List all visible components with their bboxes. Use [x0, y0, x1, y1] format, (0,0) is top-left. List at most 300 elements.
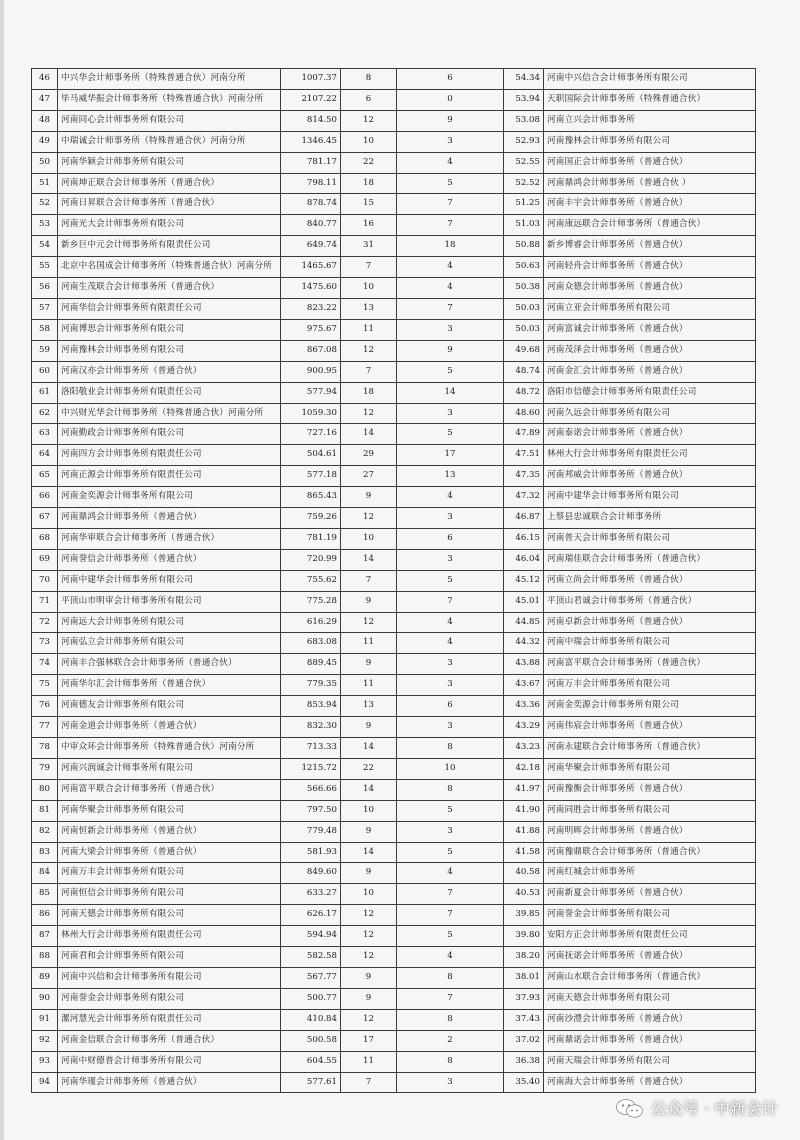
firm-name-cell-2: 河南丰宇会计师事务所（普通合伙）: [544, 194, 756, 215]
firm-name-cell-2: 河南豫鼎联合会计师事务所（普通合伙）: [544, 842, 756, 863]
rank-cell: 84: [32, 863, 58, 884]
firm-name-cell-2: 河南中建华会计师事务所有限公司: [544, 487, 756, 508]
revenue-cell: 500.58: [281, 1030, 341, 1051]
rank-cell: 85: [32, 884, 58, 905]
firm-name-cell-2: 河南天德会计师事务所有限公司: [544, 988, 756, 1009]
firm-name-cell-2: 河南邦威会计师事务所（普通合伙）: [544, 466, 756, 487]
table-row: [32, 612, 756, 633]
partner-count-cell: 4: [397, 278, 504, 299]
partner-count-cell: 5: [397, 926, 504, 947]
revenue-cell: 849.60: [281, 863, 341, 884]
firm-name-cell: 河南中财德普会计师事务所有限公司: [58, 1051, 281, 1072]
partner-count-cell: 18: [397, 236, 504, 257]
score-cell: 48.72: [504, 382, 544, 403]
partner-count-cell: 3: [397, 508, 504, 529]
cpa-count-cell: 7: [341, 570, 397, 591]
cpa-count-cell: 10: [341, 278, 397, 299]
table-row: [32, 152, 756, 173]
firm-name-cell: 河南天德会计师事务所有限公司: [58, 905, 281, 926]
revenue-cell: 759.26: [281, 508, 341, 529]
firm-name-cell: 河南华信会计师事务所有限责任公司: [58, 298, 281, 319]
table-row: [32, 298, 756, 319]
firm-name-cell: 河南四方会计师事务所有限责任公司: [58, 445, 281, 466]
firm-name-cell-2: 河南中兴信合会计师事务所有限公司: [544, 69, 756, 90]
table-row: [32, 988, 756, 1009]
table-row: [32, 633, 756, 654]
score-cell: 47.89: [504, 424, 544, 445]
revenue-cell: 1215.72: [281, 758, 341, 779]
firm-name-cell: 河南华审联合会计师事务所（普通合伙）: [58, 528, 281, 549]
table-row: [32, 905, 756, 926]
rank-cell: 59: [32, 340, 58, 361]
firm-name-cell: 河南博思会计师事务所有限公司: [58, 319, 281, 340]
rank-cell: 75: [32, 675, 58, 696]
cpa-count-cell: 12: [341, 1009, 397, 1030]
partner-count-cell: 4: [397, 487, 504, 508]
table-row: [32, 947, 756, 968]
partner-count-cell: 8: [397, 1009, 504, 1030]
revenue-cell: 581.93: [281, 842, 341, 863]
partner-count-cell: 6: [397, 69, 504, 90]
firm-name-cell-2: 河南富诚会计师事务所（普通合伙）: [544, 319, 756, 340]
partner-count-cell: 8: [397, 1051, 504, 1072]
cpa-count-cell: 9: [341, 821, 397, 842]
table-row: [32, 738, 756, 759]
rank-cell: 65: [32, 466, 58, 487]
revenue-cell: 410.84: [281, 1009, 341, 1030]
cpa-count-cell: 16: [341, 215, 397, 236]
firm-name-cell-2: 平顶山君诚会计师事务所（普通合伙）: [544, 591, 756, 612]
revenue-cell: 649.74: [281, 236, 341, 257]
partner-count-cell: 9: [397, 340, 504, 361]
rank-cell: 92: [32, 1030, 58, 1051]
score-cell: 35.40: [504, 1072, 544, 1093]
firm-name-cell-2: 河南鼎诺会计师事务所（普通合伙）: [544, 1030, 756, 1051]
firm-name-cell: 河南正源会计师事务所有限责任公司: [58, 466, 281, 487]
cpa-count-cell: 9: [341, 487, 397, 508]
firm-name-cell: 河南汉亦会计师事务所（普通合伙）: [58, 361, 281, 382]
cpa-count-cell: 14: [341, 738, 397, 759]
table-row: [32, 654, 756, 675]
ranking-table: [31, 68, 756, 1093]
rank-cell: 54: [32, 236, 58, 257]
table-row: [32, 1072, 756, 1093]
score-cell: 37.93: [504, 988, 544, 1009]
revenue-cell: 823.22: [281, 298, 341, 319]
partner-count-cell: 13: [397, 466, 504, 487]
firm-name-cell-2: 河南同胜会计师事务所有限公司: [544, 800, 756, 821]
partner-count-cell: 3: [397, 675, 504, 696]
revenue-cell: 577.61: [281, 1072, 341, 1093]
firm-name-cell-2: 河南泰诺会计师事务所（普通合伙）: [544, 424, 756, 445]
cpa-count-cell: 14: [341, 779, 397, 800]
partner-count-cell: 4: [397, 947, 504, 968]
score-cell: 48.60: [504, 403, 544, 424]
revenue-cell: 775.28: [281, 591, 341, 612]
table-row: [32, 361, 756, 382]
cpa-count-cell: 12: [341, 110, 397, 131]
score-cell: 52.55: [504, 152, 544, 173]
rank-cell: 52: [32, 194, 58, 215]
firm-name-cell: 河南恒信会计师事务所有限公司: [58, 884, 281, 905]
cpa-count-cell: 7: [341, 1072, 397, 1093]
table-row: [32, 884, 756, 905]
partner-count-cell: 8: [397, 779, 504, 800]
score-cell: 50.88: [504, 236, 544, 257]
firm-name-cell-2: 河南永建联合会计师事务所（普通合伙）: [544, 738, 756, 759]
rank-cell: 58: [32, 319, 58, 340]
partner-count-cell: 5: [397, 361, 504, 382]
rank-cell: 94: [32, 1072, 58, 1093]
partner-count-cell: 5: [397, 800, 504, 821]
table-row: [32, 549, 756, 570]
table-row: [32, 570, 756, 591]
table-row: [32, 403, 756, 424]
score-cell: 36.38: [504, 1051, 544, 1072]
firm-name-cell: 河南坤正联合会计师事务所（普通合伙）: [58, 173, 281, 194]
score-cell: 43.29: [504, 717, 544, 738]
score-cell: 46.04: [504, 549, 544, 570]
score-cell: 43.88: [504, 654, 544, 675]
cpa-count-cell: 6: [341, 89, 397, 110]
rank-cell: 63: [32, 424, 58, 445]
rank-cell: 66: [32, 487, 58, 508]
firm-name-cell: 河南丰合强林联合会计师事务所（普通合伙）: [58, 654, 281, 675]
rank-cell: 60: [32, 361, 58, 382]
firm-name-cell: 河南金奕源会计师事务所有限公司: [58, 487, 281, 508]
table-row: [32, 215, 756, 236]
revenue-cell: 1059.30: [281, 403, 341, 424]
revenue-cell: 683.08: [281, 633, 341, 654]
table-row: [32, 424, 756, 445]
firm-name-cell: 河南君和会计师事务所有限公司: [58, 947, 281, 968]
revenue-cell: 867.08: [281, 340, 341, 361]
firm-name-cell-2: 河南鼎鸿会计师事务所（普通合伙 ）: [544, 173, 756, 194]
rank-cell: 70: [32, 570, 58, 591]
table-row: [32, 131, 756, 152]
cpa-count-cell: 18: [341, 173, 397, 194]
score-cell: 38.20: [504, 947, 544, 968]
cpa-count-cell: 13: [341, 298, 397, 319]
table-row: [32, 340, 756, 361]
table-row: [32, 591, 756, 612]
score-cell: 43.36: [504, 696, 544, 717]
score-cell: 45.01: [504, 591, 544, 612]
revenue-cell: 878.74: [281, 194, 341, 215]
score-cell: 51.25: [504, 194, 544, 215]
cpa-count-cell: 10: [341, 800, 397, 821]
cpa-count-cell: 13: [341, 696, 397, 717]
cpa-count-cell: 9: [341, 591, 397, 612]
score-cell: 46.87: [504, 508, 544, 529]
rank-cell: 62: [32, 403, 58, 424]
score-cell: 50.38: [504, 278, 544, 299]
table-row: [32, 1051, 756, 1072]
table-row: [32, 173, 756, 194]
table-row: [32, 696, 756, 717]
partner-count-cell: 7: [397, 215, 504, 236]
cpa-count-cell: 11: [341, 633, 397, 654]
partner-count-cell: 8: [397, 967, 504, 988]
score-cell: 52.93: [504, 131, 544, 152]
rank-cell: 73: [32, 633, 58, 654]
revenue-cell: 781.17: [281, 152, 341, 173]
partner-count-cell: 3: [397, 654, 504, 675]
firm-name-cell: 河南万丰会计师事务所有限公司: [58, 863, 281, 884]
table-row: [32, 69, 756, 90]
partner-count-cell: 4: [397, 633, 504, 654]
revenue-cell: 567.77: [281, 967, 341, 988]
revenue-cell: 1465.67: [281, 257, 341, 278]
score-cell: 44.32: [504, 633, 544, 654]
revenue-cell: 604.55: [281, 1051, 341, 1072]
cpa-count-cell: 8: [341, 69, 397, 90]
rank-cell: 74: [32, 654, 58, 675]
cpa-count-cell: 7: [341, 361, 397, 382]
cpa-count-cell: 7: [341, 257, 397, 278]
revenue-cell: 500.77: [281, 988, 341, 1009]
firm-name-cell-2: 河南茂泽会计师事务所（普通合伙）: [544, 340, 756, 361]
score-cell: 45.12: [504, 570, 544, 591]
firm-name-cell: 漯河慧光会计师事务所有限责任公司: [58, 1009, 281, 1030]
firm-name-cell: 河南金信联合会计师事务所（普通合伙）: [58, 1030, 281, 1051]
revenue-cell: 900.95: [281, 361, 341, 382]
partner-count-cell: 5: [397, 842, 504, 863]
firm-name-cell-2: 上蔡县忠诚联合会计师事务所: [544, 508, 756, 529]
rank-cell: 77: [32, 717, 58, 738]
cpa-count-cell: 18: [341, 382, 397, 403]
firm-name-cell: 河南兴润诚会计师事务所有限公司: [58, 758, 281, 779]
watermark-text: 公众号 · 中新会计: [650, 1099, 778, 1118]
firm-name-cell: 新乡巨中元会计师事务所有限责任公司: [58, 236, 281, 257]
table-row: [32, 717, 756, 738]
firm-name-cell-2: 河南豫林会计师事务所有限公司: [544, 131, 756, 152]
cpa-count-cell: 9: [341, 654, 397, 675]
firm-name-cell-2: 河南久远会计师事务所有限公司: [544, 403, 756, 424]
firm-name-cell: 河南勤政会计师事务所有限公司: [58, 424, 281, 445]
partner-count-cell: 7: [397, 884, 504, 905]
firm-name-cell: 河南大梁会计师事务所（普通合伙）: [58, 842, 281, 863]
firm-name-cell: 河南日昇联合会计师事务所（普通合伙）: [58, 194, 281, 215]
rank-cell: 46: [32, 69, 58, 90]
revenue-cell: 975.67: [281, 319, 341, 340]
table-row: [32, 236, 756, 257]
revenue-cell: 577.18: [281, 466, 341, 487]
rank-cell: 51: [32, 173, 58, 194]
score-cell: 49.68: [504, 340, 544, 361]
score-cell: 47.51: [504, 445, 544, 466]
partner-count-cell: 4: [397, 257, 504, 278]
score-cell: 37.43: [504, 1009, 544, 1030]
firm-name-cell-2: 河南新夏会计师事务所（普通合伙）: [544, 884, 756, 905]
rank-cell: 53: [32, 215, 58, 236]
table-row: [32, 194, 756, 215]
partner-count-cell: 7: [397, 988, 504, 1009]
firm-name-cell-2: 河南沙澧会计师事务所（普通合伙）: [544, 1009, 756, 1030]
rank-cell: 57: [32, 298, 58, 319]
firm-name-cell-2: 河南立兴会计师事务所: [544, 110, 756, 131]
partner-count-cell: 5: [397, 424, 504, 445]
cpa-count-cell: 12: [341, 926, 397, 947]
firm-name-cell: 河南金道会计师事务所（普通合伙）: [58, 717, 281, 738]
firm-name-cell: 河南富平联合会计师事务所（普通合伙）: [58, 779, 281, 800]
partner-count-cell: 7: [397, 591, 504, 612]
firm-name-cell: 北京中名国成会计师事务所（特殊普通合伙）河南分所: [58, 257, 281, 278]
cpa-count-cell: 22: [341, 152, 397, 173]
firm-name-cell-2: 河南中瑞会计师事务所有限公司: [544, 633, 756, 654]
page-edge: [0, 0, 4, 1140]
partner-count-cell: 8: [397, 738, 504, 759]
rank-cell: 89: [32, 967, 58, 988]
table-row: [32, 675, 756, 696]
firm-name-cell-2: 河南瑞佳联合会计师事务所（普通合伙）: [544, 549, 756, 570]
revenue-cell: 577.94: [281, 382, 341, 403]
rank-cell: 49: [32, 131, 58, 152]
rank-cell: 83: [32, 842, 58, 863]
partner-count-cell: 2: [397, 1030, 504, 1051]
firm-name-cell: 河南华颖会计师事务所有限公司: [58, 152, 281, 173]
rank-cell: 56: [32, 278, 58, 299]
rank-cell: 87: [32, 926, 58, 947]
rank-cell: 50: [32, 152, 58, 173]
cpa-count-cell: 9: [341, 717, 397, 738]
cpa-count-cell: 9: [341, 863, 397, 884]
rank-cell: 48: [32, 110, 58, 131]
score-cell: 50.63: [504, 257, 544, 278]
revenue-cell: 1475.60: [281, 278, 341, 299]
revenue-cell: 865.43: [281, 487, 341, 508]
firm-name-cell: 河南生茂联合会计师事务所（普通合伙）: [58, 278, 281, 299]
score-cell: 41.97: [504, 779, 544, 800]
firm-name-cell: 中兴华会计师事务所（特殊普通合伙）河南分所: [58, 69, 281, 90]
partner-count-cell: 5: [397, 173, 504, 194]
partner-count-cell: 4: [397, 612, 504, 633]
firm-name-cell-2: 河南金汇会计师事务所（普通合伙）: [544, 361, 756, 382]
partner-count-cell: 6: [397, 528, 504, 549]
table-row: [32, 508, 756, 529]
firm-name-cell-2: 河南康远联合会计师事务所（普通合伙）: [544, 215, 756, 236]
firm-name-cell-2: 河南海大会计师事务所（普通合伙）: [544, 1072, 756, 1093]
revenue-cell: 633.27: [281, 884, 341, 905]
firm-name-cell: 中瑞诚会计师事务所（特殊普通合伙）河南分所: [58, 131, 281, 152]
rank-cell: 61: [32, 382, 58, 403]
firm-name-cell-2: 新乡博睿会计师事务所（普通合伙）: [544, 236, 756, 257]
cpa-count-cell: 10: [341, 884, 397, 905]
firm-name-cell-2: 河南抚诺会计师事务所（普通合伙）: [544, 947, 756, 968]
firm-name-cell-2: 林州大行会计师事务所有限责任公司: [544, 445, 756, 466]
partner-count-cell: 7: [397, 194, 504, 215]
revenue-cell: 566.66: [281, 779, 341, 800]
score-cell: 43.67: [504, 675, 544, 696]
cpa-count-cell: 11: [341, 1051, 397, 1072]
revenue-cell: 504.61: [281, 445, 341, 466]
rank-cell: 80: [32, 779, 58, 800]
cpa-count-cell: 12: [341, 340, 397, 361]
revenue-cell: 779.48: [281, 821, 341, 842]
rank-cell: 64: [32, 445, 58, 466]
partner-count-cell: 3: [397, 549, 504, 570]
firm-name-cell-2: 河南卓新会计师事务所（普通合伙）: [544, 612, 756, 633]
partner-count-cell: 14: [397, 382, 504, 403]
partner-count-cell: 3: [397, 131, 504, 152]
table-row: [32, 445, 756, 466]
score-cell: 50.03: [504, 298, 544, 319]
firm-name-cell: 河南远大会计师事务所有限公司: [58, 612, 281, 633]
cpa-count-cell: 17: [341, 1030, 397, 1051]
firm-name-cell: 河南中兴信和会计师事务所有限公司: [58, 967, 281, 988]
firm-name-cell: 河南华尔汇会计师事务所（普通合伙）: [58, 675, 281, 696]
rank-cell: 82: [32, 821, 58, 842]
revenue-cell: 582.58: [281, 947, 341, 968]
table-row: [32, 863, 756, 884]
firm-name-cell-2: 河南红城会计师事务所: [544, 863, 756, 884]
firm-name-cell-2: 洛阳市信德会计师事务所有限责任公司: [544, 382, 756, 403]
firm-name-cell-2: 河南金奕源会计师事务所有限公司: [544, 696, 756, 717]
rank-cell: 72: [32, 612, 58, 633]
firm-name-cell: 河南誉信会计师事务所（普通合伙）: [58, 549, 281, 570]
score-cell: 40.58: [504, 863, 544, 884]
partner-count-cell: 17: [397, 445, 504, 466]
revenue-cell: 2107.22: [281, 89, 341, 110]
cpa-count-cell: 29: [341, 445, 397, 466]
firm-name-cell-2: 河南普天会计师事务所有限公司: [544, 528, 756, 549]
cpa-count-cell: 27: [341, 466, 397, 487]
firm-name-cell: 河南光大会计师事务所有限公司: [58, 215, 281, 236]
rank-cell: 55: [32, 257, 58, 278]
partner-count-cell: 3: [397, 403, 504, 424]
table-row: [32, 319, 756, 340]
partner-count-cell: 7: [397, 298, 504, 319]
rank-cell: 86: [32, 905, 58, 926]
rank-cell: 76: [32, 696, 58, 717]
firm-name-cell: 河南恒新会计师事务所（普通合伙）: [58, 821, 281, 842]
cpa-count-cell: 12: [341, 403, 397, 424]
firm-name-cell-2: 河南明晖会计师事务所（普通合伙）: [544, 821, 756, 842]
wechat-logo-icon: [615, 1097, 645, 1119]
firm-name-cell-2: 河南豫衡会计师事务所（普通合伙）: [544, 779, 756, 800]
cpa-count-cell: 14: [341, 842, 397, 863]
revenue-cell: 814.50: [281, 110, 341, 131]
firm-name-cell: 河南誉金会计师事务所有限公司: [58, 988, 281, 1009]
revenue-cell: 832.30: [281, 717, 341, 738]
table-row: [32, 1009, 756, 1030]
firm-name-cell-2: 河南立尚会计师事务所（普通合伙）: [544, 570, 756, 591]
score-cell: 54.34: [504, 69, 544, 90]
firm-name-cell: 河南华瑾会计师事务所（普通合伙）: [58, 1072, 281, 1093]
firm-name-cell: 河南德友会计师事务所有限公司: [58, 696, 281, 717]
score-cell: 53.94: [504, 89, 544, 110]
revenue-cell: 713.33: [281, 738, 341, 759]
firm-name-cell-2: 河南天瑞会计师事务所有限公司: [544, 1051, 756, 1072]
firm-name-cell: 洛阳敬业会计师事务所有限责任公司: [58, 382, 281, 403]
firm-name-cell-2: 河南富平联合会计师事务所（普通合伙）: [544, 654, 756, 675]
revenue-cell: 626.17: [281, 905, 341, 926]
score-cell: 50.03: [504, 319, 544, 340]
score-cell: 47.35: [504, 466, 544, 487]
firm-name-cell: 中兴财光华会计师事务所（特殊普通合伙）河南分所: [58, 403, 281, 424]
score-cell: 39.85: [504, 905, 544, 926]
firm-name-cell: 林州大行会计师事务所有限责任公司: [58, 926, 281, 947]
cpa-count-cell: 12: [341, 612, 397, 633]
partner-count-cell: 3: [397, 717, 504, 738]
firm-name-cell: 河南华聚会计师事务所有限公司: [58, 800, 281, 821]
revenue-cell: 779.35: [281, 675, 341, 696]
cpa-count-cell: 12: [341, 947, 397, 968]
revenue-cell: 1007.37: [281, 69, 341, 90]
firm-name-cell-2: 河南誉金会计师事务所有限公司: [544, 905, 756, 926]
score-cell: 44.85: [504, 612, 544, 633]
table-row: [32, 926, 756, 947]
